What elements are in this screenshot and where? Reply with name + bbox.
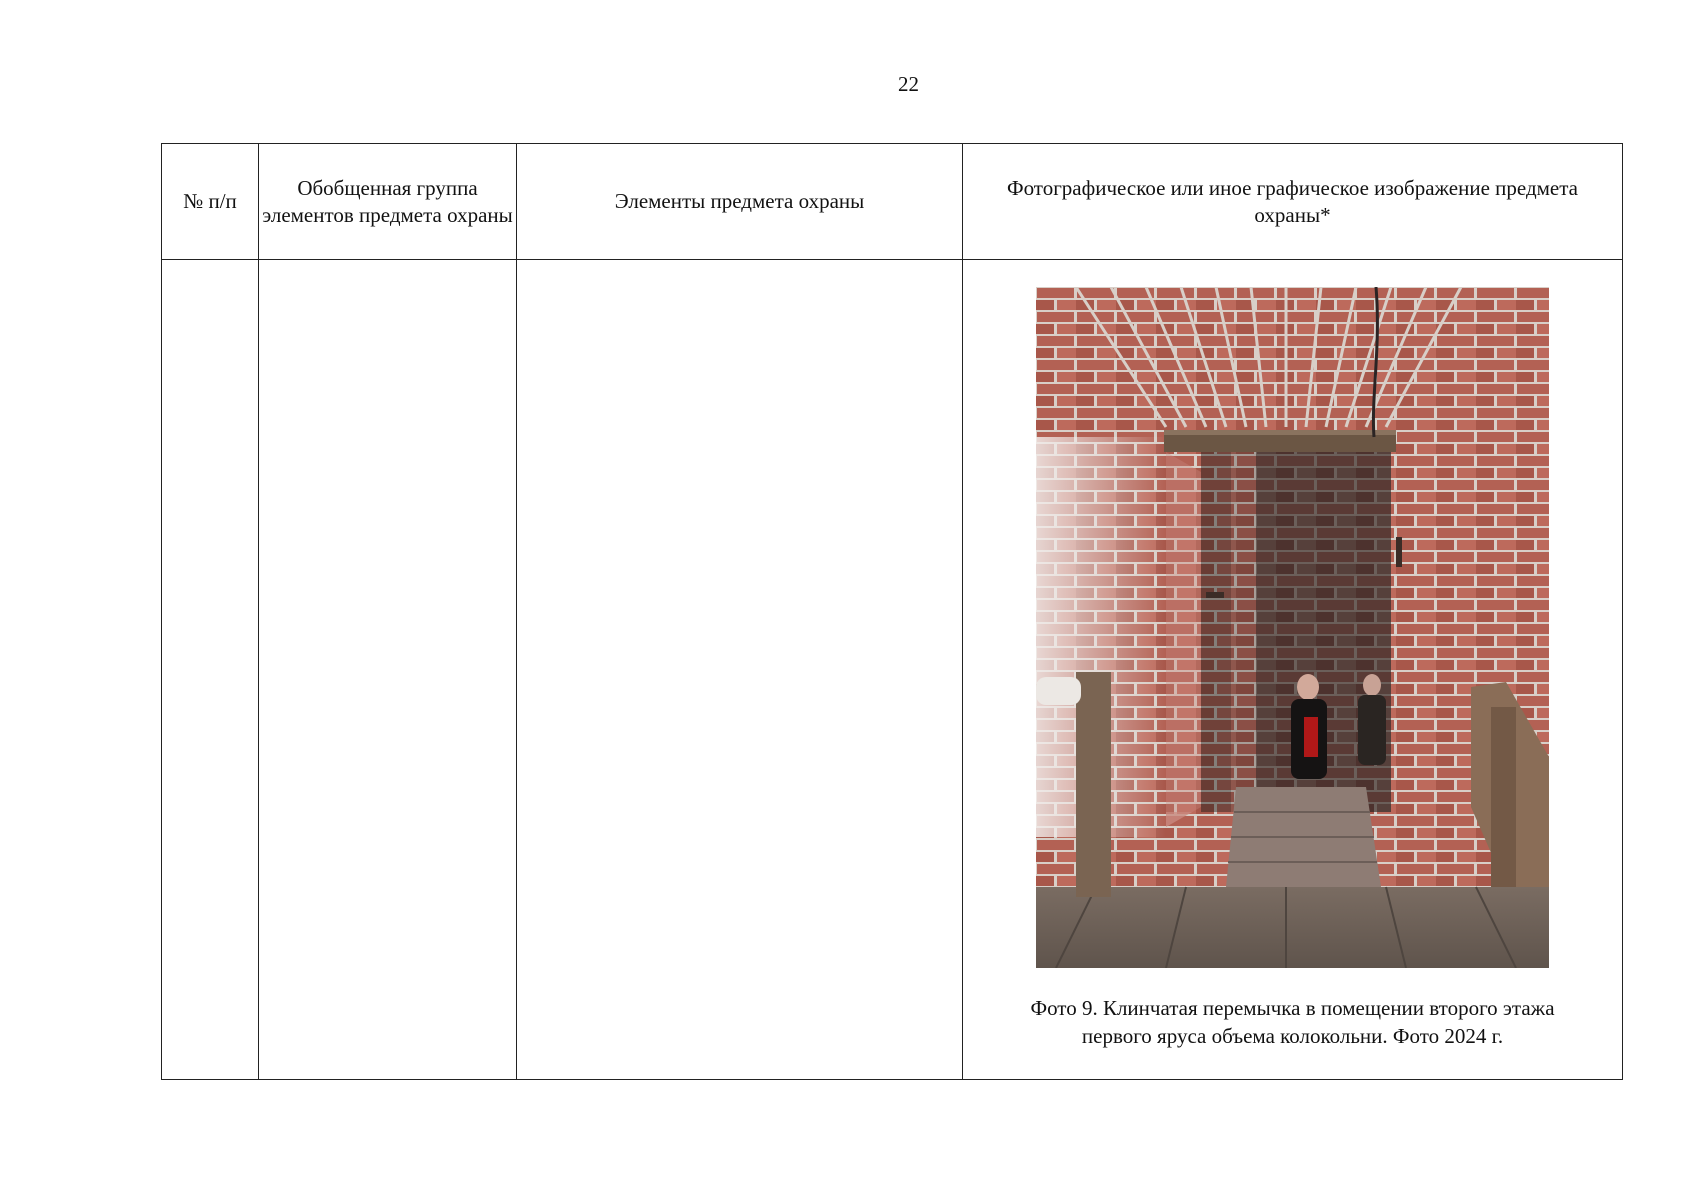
photo-caption bbox=[963, 994, 1622, 1050]
header-group: Обобщенная группа элементов предмета охраны bbox=[259, 144, 517, 260]
header-elements: Элементы предмета охраны bbox=[517, 144, 963, 260]
protection-table bbox=[161, 143, 1623, 1080]
photo-brick-lintel bbox=[1036, 287, 1549, 968]
cell-elements bbox=[517, 260, 963, 1080]
table-row bbox=[162, 260, 1623, 1080]
page-number: 22 bbox=[898, 72, 919, 96]
caption-line-2: первого яруса объема колокольни. Фото 2024 г. bbox=[1081, 1024, 1504, 1048]
header-photo: Фотографическое или иное графическое изображение предмета охраны* bbox=[963, 144, 1623, 260]
header-number: № п/п bbox=[162, 144, 259, 260]
cell-group bbox=[259, 260, 517, 1080]
cell-photo bbox=[963, 260, 1623, 1080]
cell-number bbox=[162, 260, 259, 1080]
caption-line-1: Фото 9. Клинчатая перемычка в помещении второго этажа bbox=[1030, 996, 1555, 1020]
table-header-row bbox=[162, 144, 1623, 260]
